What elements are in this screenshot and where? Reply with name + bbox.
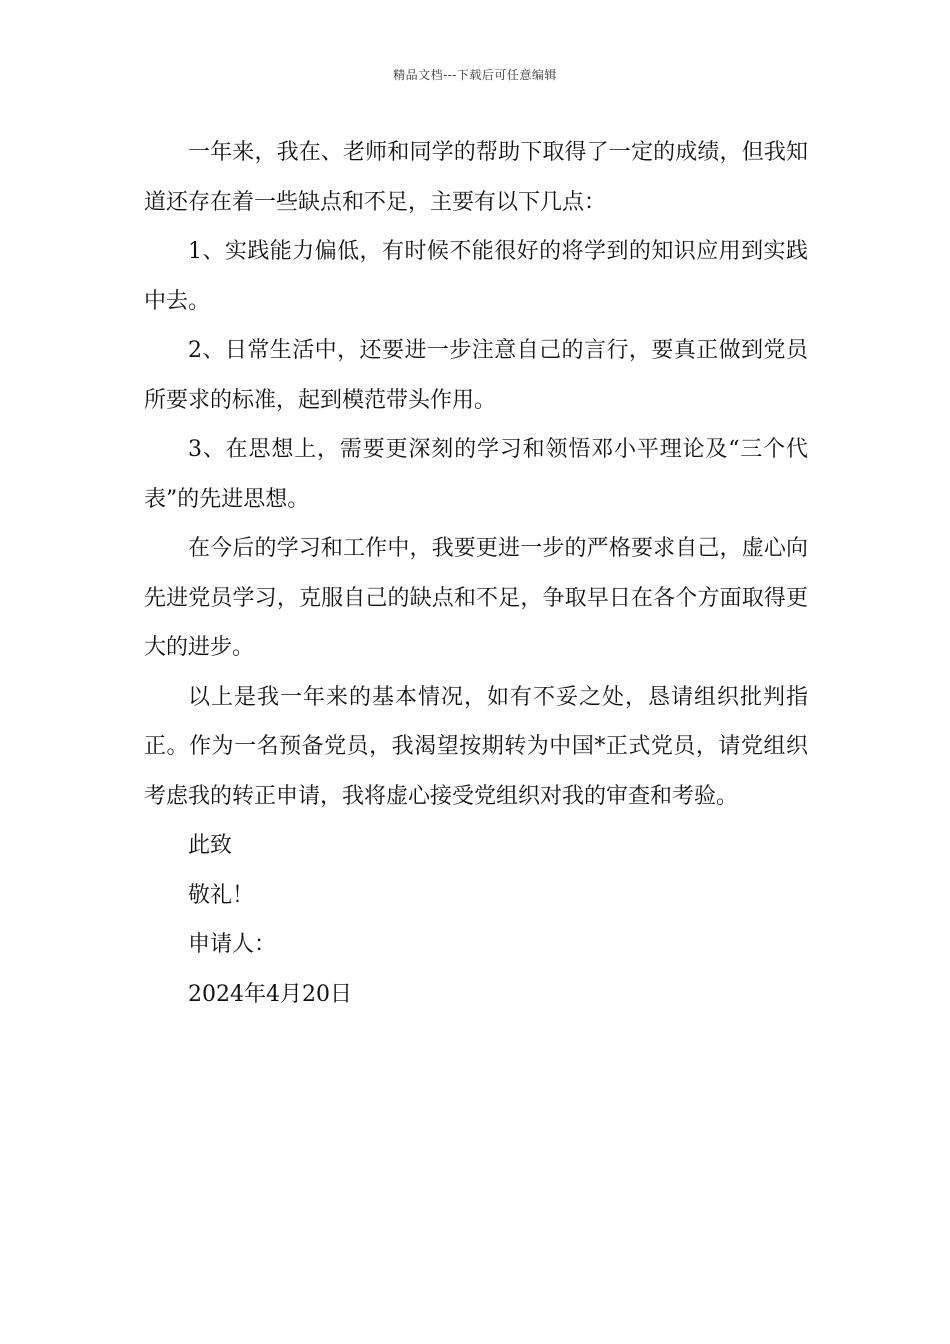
applicant-label: 申请人： xyxy=(188,932,277,957)
closing-regards: 敬礼！ xyxy=(188,882,255,908)
paragraph-intro: 一年来，我在、老师和同学的帮助下取得了一定的成绩，但我知道还存在着一些缺点和不足，主要有以下几点： xyxy=(144,140,808,215)
paragraph-point-2: 2、日常生活中，还要进一步注意自己的言行，要真正做到党员所要求的标准，起到模范带头作用。 xyxy=(144,338,808,413)
paragraph-point-3: 3、在思想上，需要更深刻的学习和领悟邓小平理论及“三个代表”的先进思想。 xyxy=(144,437,808,512)
closing-salutation: 此致 xyxy=(188,833,233,858)
page-header: 精品文档---下载后可任意编辑 xyxy=(393,68,557,82)
paragraph-point-1: 1、实践能力偏低，有时候不能很好的将学到的知识应用到实践中去。 xyxy=(144,239,808,314)
paragraph-conclusion: 以上是我一年来的基本情况，如有不妥之处，恳请组织批判指正。作为一名预备党员，我渴望按期转为中国*正式党员，请党组织考虑我的转正申请，我将虚心接受党组织对我的审查和考验。 xyxy=(144,684,808,809)
letter-body xyxy=(144,128,808,1019)
paragraph-future: 在今后的学习和工作中，我要更进一步的严格要求自己，虚心向先进党员学习，克服自己的缺点和不足，争取早日在各个方面取得更大的进步。 xyxy=(144,536,808,660)
letter-date: 2024年4月20日 xyxy=(188,981,352,1007)
